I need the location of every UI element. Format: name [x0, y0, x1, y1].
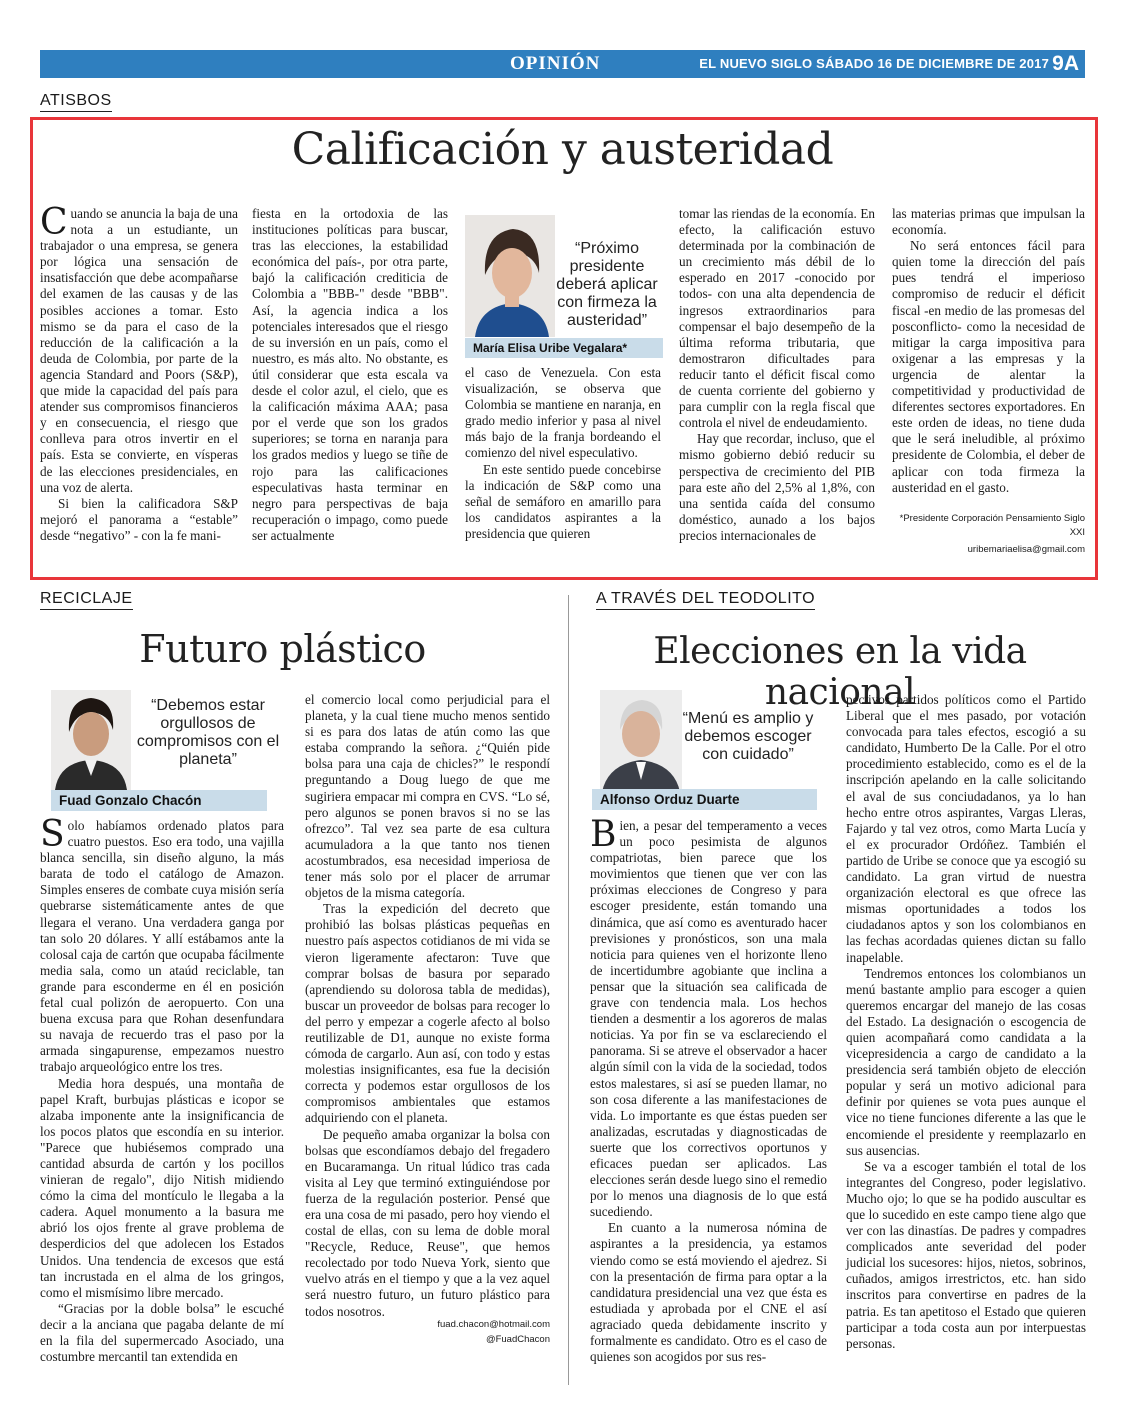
column-divider — [568, 595, 569, 1385]
paragraph: el comercio local como perjudicial para el planeta, y la cual tiene mucho menos sentido si es para dos latas de atún como las que estaba comprando la señora. ¿“Quién pide bolsa para una caja de chicles?” le respondí preguntando a Doug luego de que me sugiriera empacar mi compra en CVS. “Lo sé, pero algunos se ponen bravos si no se las ofrezco”. Tal vez sea parte de esa cultura acumuladora a la que tanto nos tienen acostumbrados, esa necesidad imperiosa de tener más solo por el placer de arrumar objetos de la misma categoría. — [305, 692, 550, 901]
article3-author: Alfonso Orduz Duarte — [592, 789, 817, 810]
article1-column-5 — [892, 206, 1085, 508]
article1-kicker: ATISBOS — [40, 92, 112, 112]
issue-date: EL NUEVO SIGLO SÁBADO 16 DE DICIEMBRE DE 2017 — [699, 56, 1049, 71]
paragraph: Se va a escoger también el total de los integrantes del Congreso, poder legislativo. Mucho ojo; lo que se ha podido auscultar es que lo sucedido en este campo tiene algo que ver con las dinastías. De padres y compadres complicados ante severidad del poder judicial los sucesores: hijos, nietos, sobrinos, cuñados, amigos irrestrictos, etc. han sido inscritos para convertirse en padres de la patria. Es tan apetitoso el Estado que quieren participar a toda costa aun por interpuestas personas. — [846, 1158, 1086, 1351]
author-photo — [51, 690, 131, 790]
article2-kicker: RECICLAJE — [40, 590, 133, 610]
author-photo — [465, 215, 555, 337]
paragraph: De pequeño amaba organizar la bolsa con bolsas que escondíamos debajo del fregadero en Bucaramanga. Un ritual lúdico tras cada visita al Ley que terminó extinguiéndose por fuerza de la regulación posterior. Pensé que era una cosa de mi pasado, pero hoy viendo el costal de ellas, con su lema de doble moral "Recycle, Reduce, Reuse", que hemos recolectado por todo Nueva York, siento que vuelvo atrás en el tiempo y que a la vez aquel será nuestro futuro, un futuro plástico para todos nosotros. — [305, 1126, 550, 1319]
article3-kicker: A TRAVÉS DEL TEODOLITO — [596, 590, 815, 610]
article3-column-1 — [590, 814, 827, 1365]
author-footnote: *Presidente Corporación Pensamiento Siglo XXI — [899, 513, 1085, 538]
article1-author: María Elisa Uribe Vegalara* — [465, 338, 663, 358]
paragraph: En este sentido puede concebirse la indicación de S&P como una señal de semáforo en amarillo para los candidatos aspirantes a la presidencia que quieren — [465, 461, 661, 541]
article3-pull-quote: “Menú es amplio y debemos escoger con cuidado” — [682, 710, 814, 763]
article3-column-2 — [846, 692, 1086, 1352]
article1-column-4 — [679, 206, 875, 562]
portrait-icon — [600, 690, 682, 792]
paragraph: Si bien la calificadora S&P mejoró el panorama a “estable” desde “negativo” - con la fe mani- — [40, 495, 238, 543]
article1-column-2 — [252, 206, 448, 562]
paragraph: uando se anuncia la baja de una nota a un estudiante, un trabajador o una empresa, se genera por lógica una sensación de insatisfacción que debe acompañarse del examen de las causas y de las posibles acciones a tomar. Esto mismo se da para el caso de la reducción de la calificación a la deuda de Colombia, por parte de la agencia Standard and Poors (S&P), que mide la capacidad del país para atender sus compromisos financieros y en consecuencia, el riesgo que conlleva para otros invertir en el país. Esta se convierte, en vísperas de las elecciones presidenciales, en una voz de alerta. — [40, 206, 238, 495]
paragraph: Tendremos entonces los colombianos un menú bastante amplio para escoger a quien queremos encargar del manejo de las cosas del Estado. La designación o escogencia de quien acompañará como candidata a la vicepresidencia a cargo de candidato a la presidencia será también objeto de elección popular y será un motivo adicional para definir por quienes se vota pues aunque el vice no tiene funciones diferente a las que le encomiende el presidente y reemplazarlo en sus ausencias. — [846, 965, 1086, 1158]
author-email: fuad.chacon@hotmail.com — [437, 1319, 550, 1330]
portrait-icon — [465, 215, 555, 337]
paragraph: las materias primas que impulsan la economía. — [892, 206, 1085, 238]
paragraph: el caso de Venezuela. Con esta visualización, se observa que Colombia se mantiene en naranja, en grado medio inferior y pasa al nivel más bajo de la franja bordeando el comienzo del nivel especulativo. — [465, 365, 661, 461]
article1-column-3 — [465, 365, 661, 562]
article1-title: Calificación y austeridad — [291, 124, 834, 175]
author-photo — [600, 690, 682, 792]
paragraph: Hay que recordar, incluso, que el mismo gobierno debió reducir su perspectiva de crecimiento del PIB para este año del 2,5% al 1,8%, con una sentida caída del consumo doméstico, aunado a los bajos precios internacionales de — [679, 431, 875, 543]
paragraph: pectivos partidos políticos como el Partido Liberal que el mes pasado, por votación convocada para tales efectos, escogió a su candidato, Humberto De la Calle. Por el otro procedimiento establecido, como es el de la inscripción apelando en la calle solicitando el aval de sus conciudadanos, ya lo han hecho entre otros aspirantes, Vargas Lleras, Fajardo y tal vez otros, como Marta Lucía y el ex procurador Ordóñez. También el partido de Uribe se conoce que ya escogió su candidato. La gran virtud de nuestra organización electoral es que ofrece las mismas oportunidades a todos los ciudadanos aptos y son los colombianos en las fechas acordadas quienes dictan su fallo inapelable. — [846, 692, 1086, 965]
article1-pull-quote: “Próximo presidente deberá aplicar con firmeza la austeridad” — [556, 240, 658, 329]
paragraph: ien, a pesar del temperamento a veces un poco pesimista de algunos compatriotas, bien parece que los movimientos que tienen que ver con las próximas elecciones de Congreso y para escoger presidente, están tomando una dinámica, que así como es aventurado hacer previsiones y pronósticos, son una mala noticia para quienes ven el horizonte lleno de incertidumbre agobiante que inclina a pensar que la situación sea calificada de grave con tendencia mala. Los hechos tienden a desmentir a los agoreros de malas noticias. Ya por fin se va esclareciendo el panorama. Si se atreve el observador a hacer algún símil con la vida de la sociedad, todos estos malestares, si así se pueden llamar, no son cosa diferente a las manifestaciones de vida. Lo importante es que éstas pueden ser analizadas, escrutadas y diagnosticadas de suerte que los correctivos oportunos y eficaces puedan ser aplicados. Las elecciones serán desde luego sino el remedio por lo menos una diagnosis de lo que está sucediendo. — [590, 818, 827, 1220]
paragraph: No será entonces fácil para quien tome la dirección del país pues tendrá el imperioso compromiso de reducir el déficit fiscal -en medio de las promesas del posconflicto- como la necesidad de mitigar la carga impositiva para oxigenar a las empresas y la urgencia de alentar la competitividad y productividad de diferentes sectores exportadores. En este orden de ideas, no tiene duda que le será ineludible, al próximo presidente de Colombia, el deber de aplicar con toda firmeza la austeridad en el gasto. — [892, 238, 1085, 495]
article2-column-2 — [305, 692, 550, 1319]
section-name: OPINIÓN — [510, 53, 601, 74]
paragraph: “Gracias por la doble bolsa” le escuché decir a la anciana que pagaba delante de mí en la fila del supermercado Asociado, una costumbre mercantil tan extendida en — [40, 1300, 284, 1365]
drop-cap: S — [40, 814, 65, 855]
author-handle: @FuadChacon — [485, 1334, 550, 1345]
paragraph: Media hora después, una montaña de papel Kraft, burbujas plásticas e icopor se alzaba imponente ante la insignificancia de los pocos platos que escondía en su interior. "Parece que hubiésemos comprado una cantidad absurda de cartón y los pocillos vinieran de regalo", dijo Nitish midiendo cómo la cima del montículo le llegaba a la cadera. Aquel monumento a la basura me abrió los ojos frente al grave problema de desperdicios del que adolecen los Estados Unidos. Una tendencia de excesos que está tan incrustada en el alma de los gringos, como el mismísimo libre mercado. — [40, 1075, 284, 1300]
article2-column-1 — [40, 814, 284, 1398]
article3-title: Elecciones en la vida nacional — [653, 631, 1027, 713]
portrait-icon — [51, 690, 131, 790]
drop-cap: B — [590, 814, 617, 855]
paragraph: fiesta en la ortodoxia de las instituciones políticas para buscar, tras las elecciones, la estabilidad económica del país-, por otra parte, bajó la calificación crediticia de Colombia a "BBB-" desde "BBB". Así, la agencia indica a los potenciales interesados que el riesgo de su inversión en un país, como el nuestro, es más alto. No obstante, es útil considerar que esta escala va desde el color azul, el cielo, que es la calificación máxima AAA; pasa por el verde que son los grados superiores; se torna en naranja para los grados medios y luego se tiñe de rojo para las calificaciones especulativas hasta terminar en negro para perspectivas de baja recuperación o impago, como puede ser actualmente — [252, 206, 448, 543]
article1-column-1 — [40, 202, 238, 562]
page-number: 9A — [1052, 52, 1079, 75]
paragraph: tomar las riendas de la economía. En efecto, la calificación estuvo determinada por la combinación de un crecimiento más débil de lo esperado en 2017 -conocido por todos- con una alta dependencia de ingresos extraordinarios para compensar el bajo desempeño de la última reforma tributaria, que demostraron dificultades para reducir tanto el déficit fiscal como de cuenta corriente del gobierno y para cumplir con la regla fiscal que controla el nivel de endeudamiento. — [679, 206, 875, 431]
author-email: uribemariaelisa@gmail.com — [967, 544, 1085, 555]
paragraph: Tras la expedición del decreto que prohibió las bolsas plásticas pequeñas en nuestro país aspectos cotidianos de mi vida se vieron ligeramente afectaron: Tuve que comprar bolsas de basura por separado (aprendiendo su dolorosa tabla de medidas), buscar un proveedor de bolsas para recoger lo del perro y empezar a cogerle afecto al bolso reutilizable de D1, aunque no existe forma cómoda de cargarlo. Aun así, con todo y estas molestias insignificantes, esa fue la decisión correcta y podemos estar orgullosos de los compromisos ambientales que estamos adquiriendo con el planeta. — [305, 901, 550, 1126]
article2-author: Fuad Gonzalo Chacón — [51, 790, 267, 811]
article2-title: Futuro plástico — [139, 627, 426, 671]
drop-cap: C — [40, 202, 68, 243]
paragraph: olo habíamos ordenado platos para cuatro puestos. Eso era todo, una vajilla blanca sencilla, sin diseño alguno, la más barata de todo el catálogo de Amazon. Simples enseres de combate cuya misión sería quebrarse sistemáticamente antes de que llegara el verano. Una verdadera ganga por tan solo 20 dólares. Y allí estábamos ante la colosal caja de cartón que ocupaba fácilmente media sala, como un ataúd reciclable, tan grande para esconderme en él en posición fetal cual polizón de aeropuerto. Con una buena excusa para que Rohan desenfundara su navaja de recuerdo tras el paso por la armada singapurense, empezamos nuestro trabajo arqueológico entre los tres. — [40, 818, 284, 1075]
article2-pull-quote: “Debemos estar orgullosos de compromisos con el planeta” — [136, 697, 280, 768]
page-header-bar — [40, 50, 1085, 78]
paragraph: En cuanto a la numerosa nómina de aspirantes a la presidencia, ya estamos viendo como se está moviendo el ajedrez. Si con la presentación de firma para optar a la candidatura presidencial una vez que ésta es estudiada y aprobada por el CNE el así agraciado queda debidamente inscrito y formalmente es candidato. Otro es el caso de quienes son acogidos por sus res- — [590, 1220, 827, 1365]
